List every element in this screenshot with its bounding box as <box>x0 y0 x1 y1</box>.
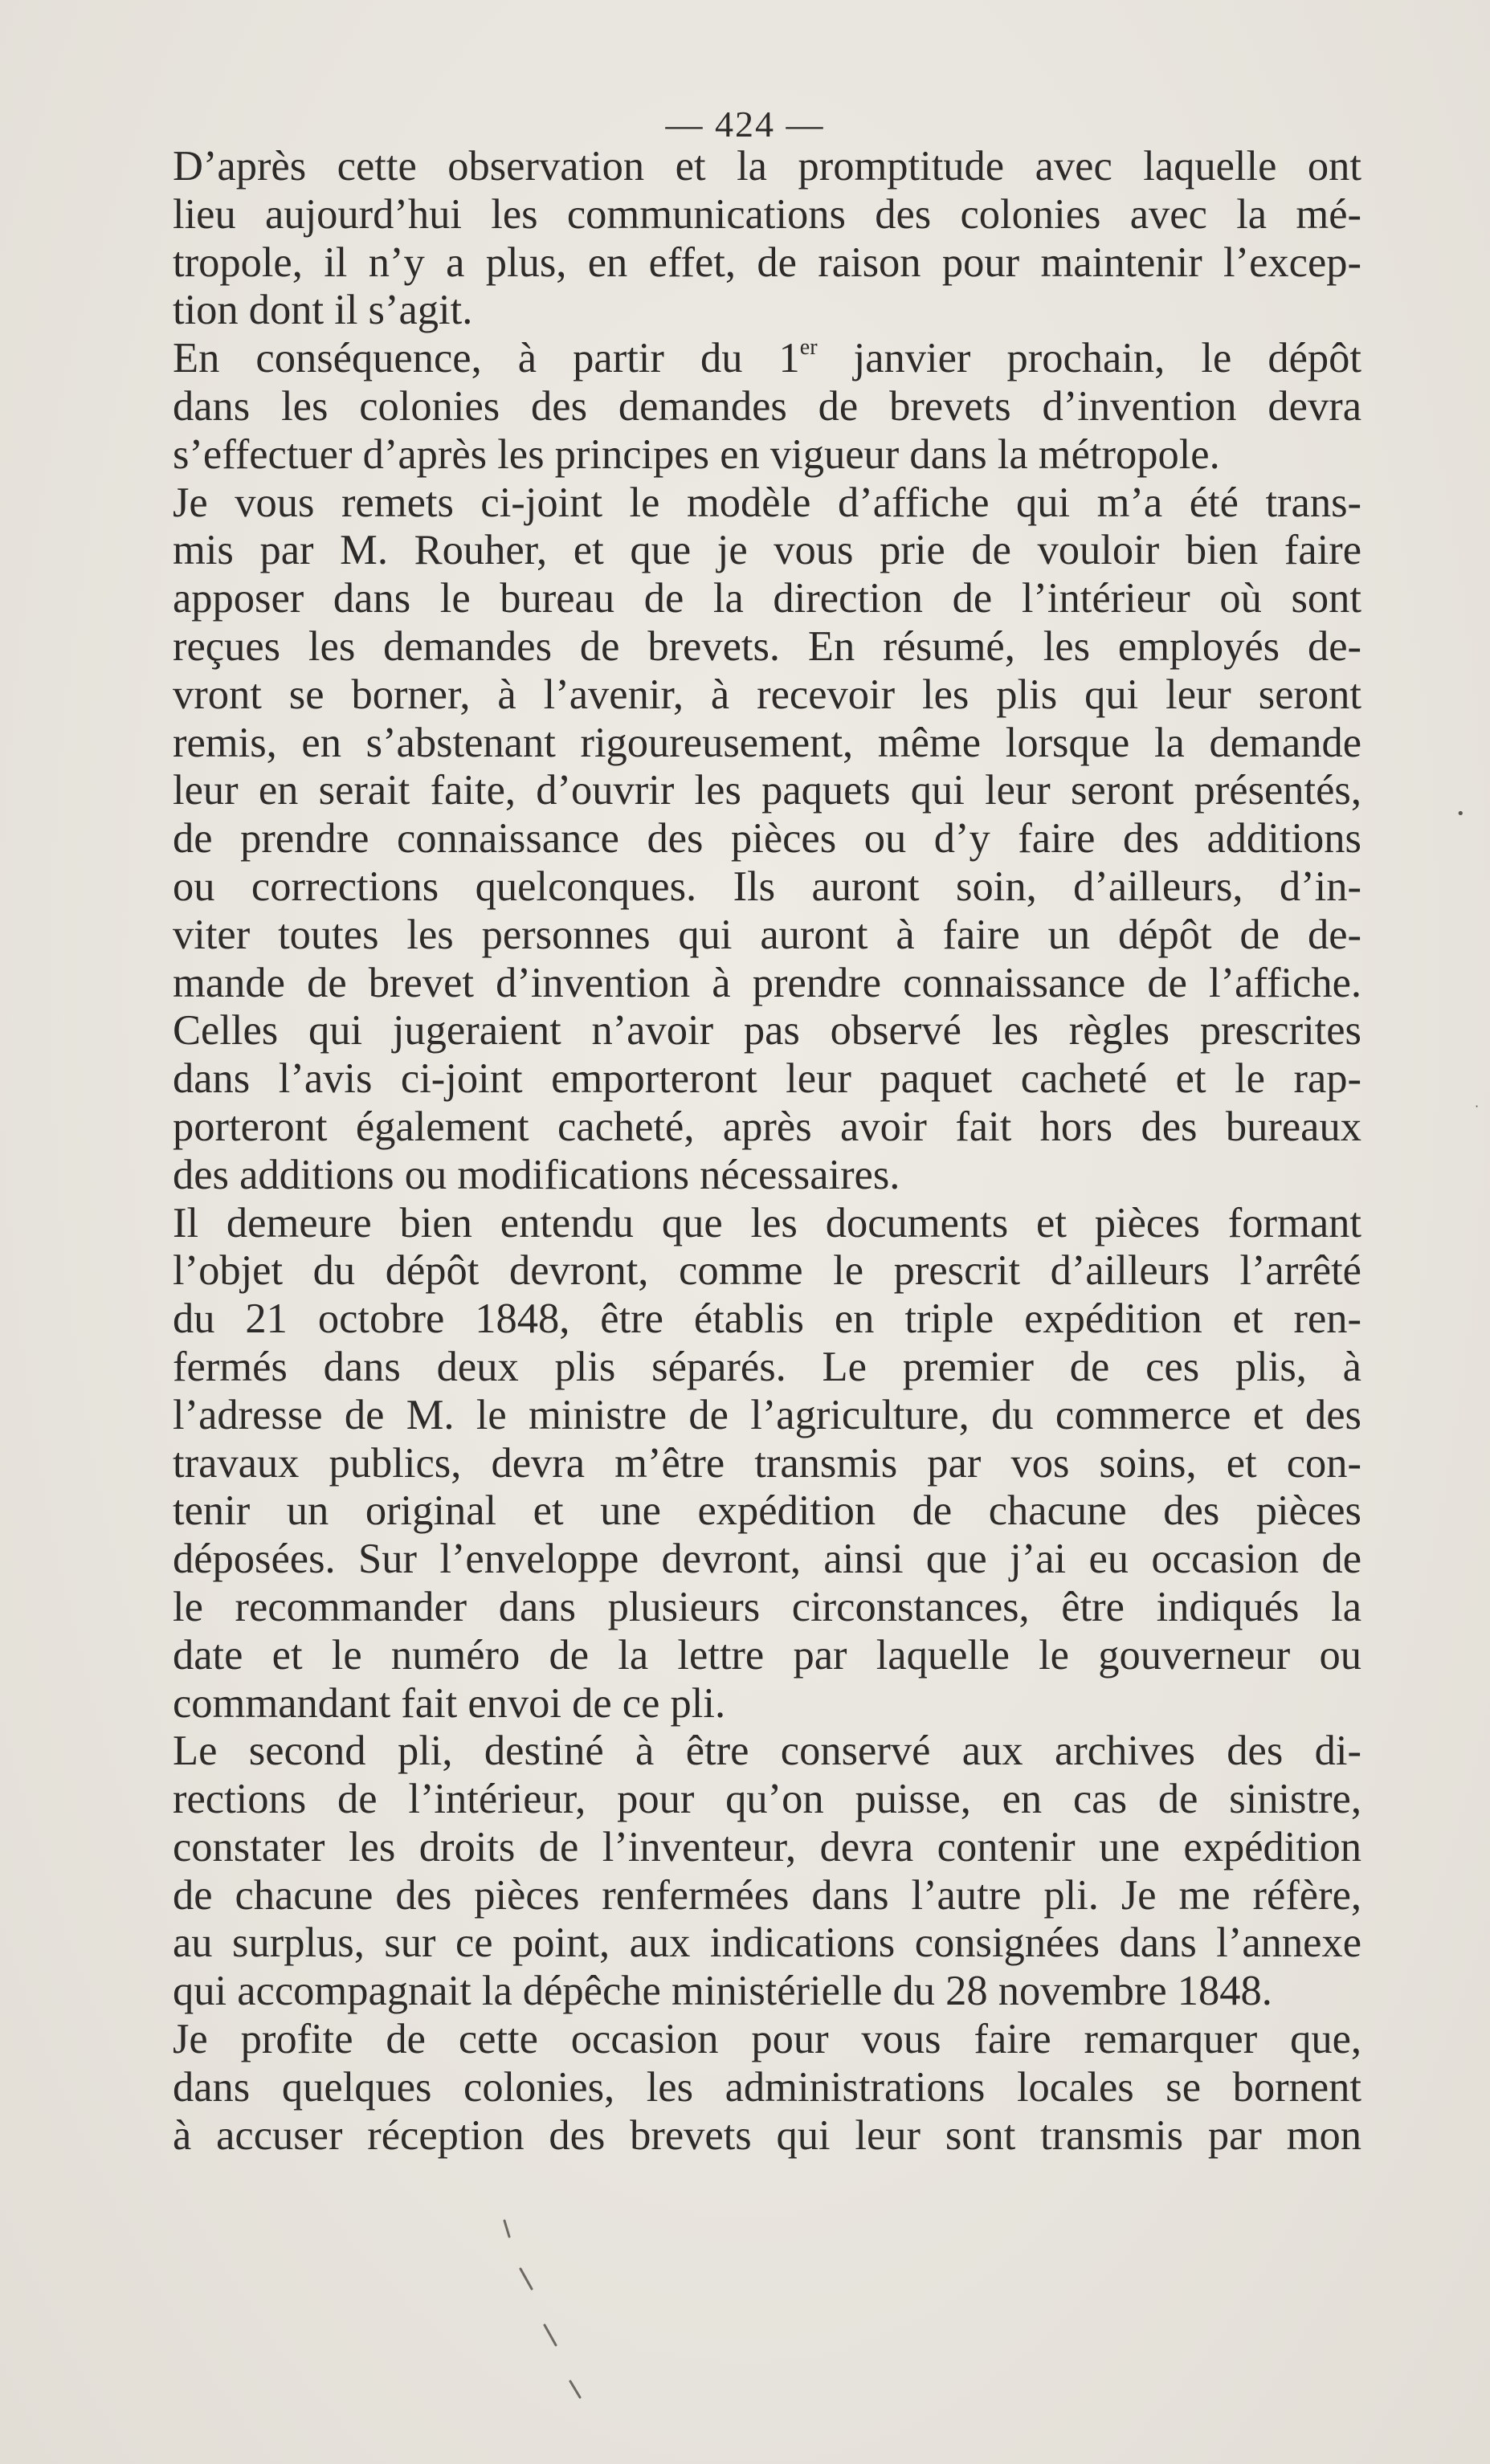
text-fragment: En conséquence, à partir du 1 <box>173 335 800 382</box>
text-line: s’effectuer d’après les principes en vigueur dans la métropole. <box>173 430 1220 478</box>
text-fragment: janvier prochain, le dépôt <box>853 335 1361 382</box>
text-line: commandant fait envoi de ce pli. <box>173 1679 726 1727</box>
text-line: des additions ou modifications nécessaires. <box>173 1151 900 1198</box>
text-line: l’adresse de M. le ministre de l’agriculture, du commerce et des <box>173 1391 1361 1438</box>
text-line: mis par M. Rouher, et que je vous prie de vouloir bien faire <box>173 527 1361 574</box>
superscript: er <box>799 335 818 361</box>
text-line: du 21 octobre 1848, être établis en triple expédition et ren- <box>173 1295 1361 1343</box>
text-line: Celles qui jugeraient n’avoir pas observé les règles prescrites <box>173 1007 1361 1055</box>
text-line: reçues les demandes de brevets. En résumé, les employés de- <box>173 622 1361 670</box>
text-line: de prendre connaissance des pièces ou d’y faire des additions <box>173 815 1361 863</box>
text-line: apposer dans le bureau de la direction de l’intérieur où sont <box>173 575 1361 622</box>
text-line: viter toutes les personnes qui auront à faire un dépôt de de- <box>173 911 1361 958</box>
text-line: dans les colonies des demandes de brevets d’invention devra <box>173 382 1361 430</box>
text-line: travaux publics, devra m’être transmis par vos soins, et con- <box>173 1439 1361 1487</box>
text-line: déposées. Sur l’enveloppe devront, ainsi que j’ai eu occasion de <box>173 1536 1361 1583</box>
text-line: Il demeure bien entendu que les documents et pièces formant <box>173 1199 1361 1246</box>
text-line: fermés dans deux plis séparés. Le premier de ces plis, à <box>173 1343 1361 1390</box>
text-line: Le second pli, destiné à être conservé aux archives des di- <box>173 1728 1361 1775</box>
text-line: date et le numéro de la lettre par laquelle le gouverneur ou <box>173 1631 1361 1679</box>
text-line: remis, en s’abstenant rigoureusement, même lorsque la demande <box>173 719 1361 766</box>
text-line: l’objet du dépôt devront, comme le prescrit d’ailleurs l’arrêté <box>173 1247 1361 1295</box>
text-line: constater les droits de l’inventeur, devra contenir une expédition <box>173 1823 1361 1870</box>
text-line-with-superscript <box>173 335 1361 383</box>
text-line: mande de brevet d’invention à prendre connaissance de l’affiche. <box>173 959 1361 1006</box>
text-line: dans l’avis ci-joint emporteront leur paquet cacheté et le rap- <box>173 1055 1361 1103</box>
text-line: au surplus, sur ce point, aux indications consignées dans l’annexe <box>173 1919 1361 1967</box>
text-line: D’après cette observation et la promptitude avec laquelle ont <box>173 143 1361 190</box>
text-line: à accuser réception des brevets qui leur sont transmis par mon <box>173 2111 1361 2159</box>
text-line: lieu aujourd’hui les communications des colonies avec la mé- <box>173 190 1361 238</box>
text-line: tion dont il s’agit. <box>173 287 473 334</box>
text-line: porteront également cacheté, après avoir fait hors des bureaux <box>173 1103 1361 1150</box>
margin-speck: · <box>1475 1099 1480 1114</box>
stray-pen-mark <box>498 2213 659 2454</box>
text-line: rections de l’intérieur, pour qu’on puisse, en cas de sinistre, <box>173 1776 1361 1823</box>
text-line: leur en serait faite, d’ouvrir les paquets qui leur seront présentés, <box>173 767 1361 814</box>
margin-speck: • <box>1456 806 1465 822</box>
page-number: — 424 — <box>665 104 825 145</box>
text-line: dans quelques colonies, les administrations locales se bornent <box>173 2063 1361 2111</box>
text-line: tenir un original et une expédition de chacune des pièces <box>173 1487 1361 1535</box>
text-line: de chacune des pièces renfermées dans l’autre pli. Je me réfère, <box>173 1871 1361 1919</box>
text-line: Je profite de cette occasion pour vous faire remarquer que, <box>173 2016 1361 2063</box>
text-line: qui accompagnait la dépêche ministérielle du 28 novembre 1848. <box>173 1968 1272 2015</box>
body-text <box>173 143 1361 2160</box>
text-line: ou corrections quelconques. Ils auront soin, d’ailleurs, d’in- <box>173 863 1361 910</box>
text-line: Je vous remets ci-joint le modèle d’affiche qui m’a été trans- <box>173 479 1361 526</box>
text-line: tropole, il n’y a plus, en effet, de raison pour maintenir l’excep- <box>173 239 1361 286</box>
text-line: vront se borner, à l’avenir, à recevoir les plis qui leur seront <box>173 671 1361 718</box>
text-line: le recommander dans plusieurs circonstances, être indiqués la <box>173 1583 1361 1630</box>
